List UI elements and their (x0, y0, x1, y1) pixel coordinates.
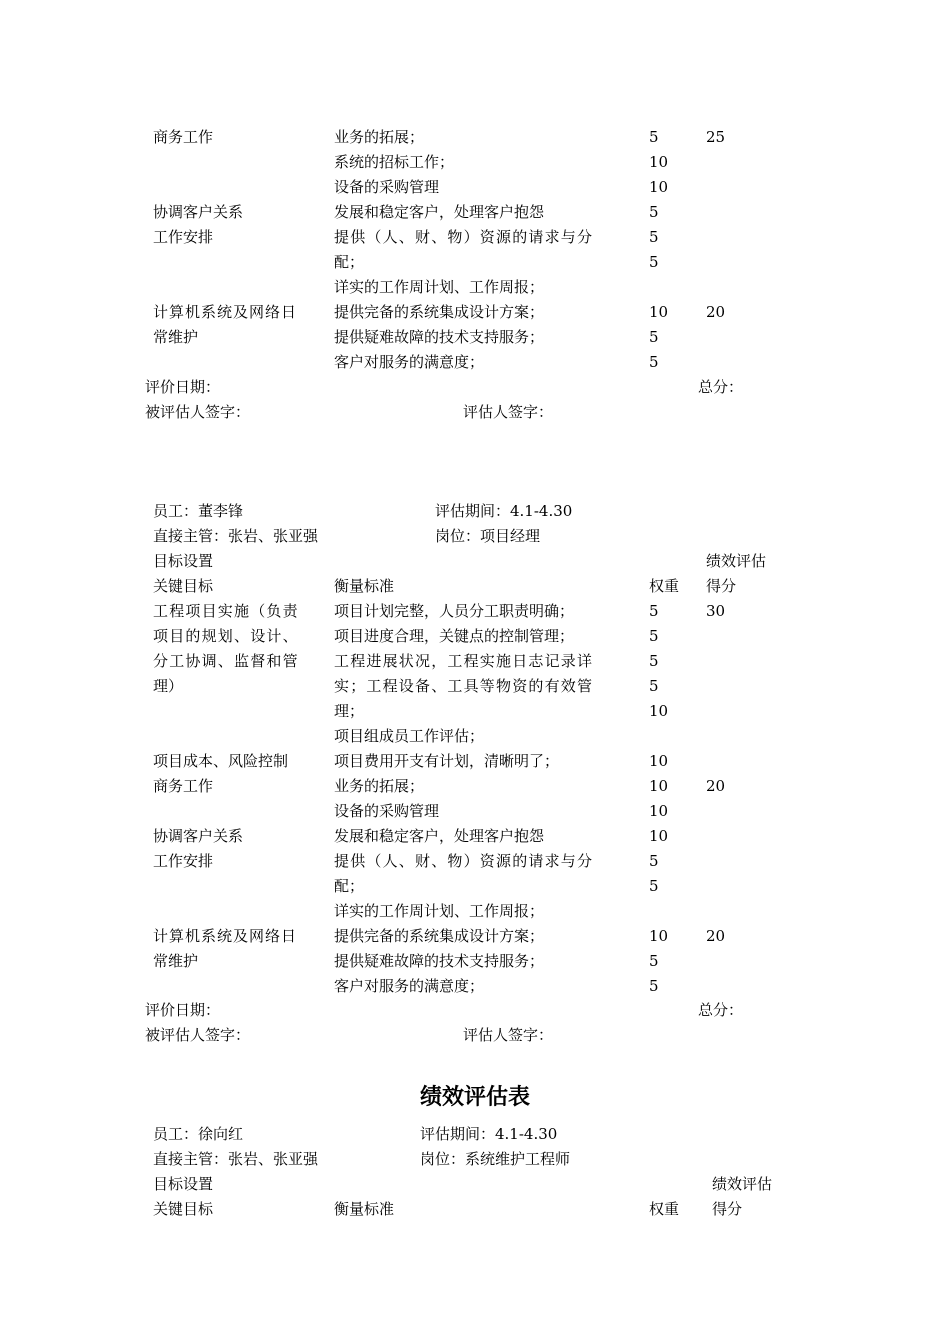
weight-cell: 10 (649, 752, 669, 770)
supervisor-label: 直接主管：张岩、张亚强 (153, 527, 319, 545)
goal-cell: 分工协调、监督和管 (153, 652, 299, 670)
score-cell: 20 (706, 777, 726, 795)
weight-cell: 5 (649, 627, 659, 645)
weight-cell: 5 (649, 852, 659, 870)
goal-cell: 项目的规划、设计、 (153, 627, 299, 645)
table-row (0, 250, 950, 275)
table-row (0, 599, 950, 624)
criteria-cell: 发展和稳定客户，处理客户抱怨 (334, 827, 545, 845)
supervisor-label: 直接主管：张岩、张亚强 (153, 1150, 319, 1168)
table-row (0, 275, 950, 300)
performance-eval-header: 绩效评估 (706, 552, 767, 570)
employee-label: 员工：徐向红 (153, 1125, 244, 1143)
table-row (0, 824, 950, 849)
evaluatee-signature-label: 被评估人签字： (145, 1026, 251, 1044)
table-row (0, 350, 950, 375)
total-score-label: 总分： (698, 1001, 744, 1019)
weight-cell: 10 (649, 702, 669, 720)
eval-date-label: 评价日期： (145, 1001, 221, 1019)
evaluator-signature-label: 评估人签字： (463, 403, 554, 421)
goal-cell: 计算机系统及网络日 (153, 303, 298, 321)
weight-cell: 5 (649, 128, 659, 146)
table-row (0, 300, 950, 325)
table-row (0, 974, 950, 999)
goal-setting-header: 目标设置 (153, 552, 214, 570)
table-row (0, 774, 950, 799)
criteria-cell: 提供（人、财、物）资源的请求与分 (334, 852, 594, 870)
eval-date-label: 评价日期： (145, 378, 221, 396)
criteria-cell: 客户对服务的满意度； (334, 353, 485, 371)
period-label: 评估期间：4.1-4.30 (435, 502, 573, 520)
criteria-cell: 提供完备的系统集成设计方案； (334, 303, 545, 321)
goal-cell: 常维护 (153, 952, 199, 970)
col-header-criteria: 衡量标准 (334, 1200, 395, 1218)
table-row (0, 125, 950, 150)
criteria-cell: 提供完备的系统集成设计方案； (334, 927, 545, 945)
col-header-criteria: 衡量标准 (334, 577, 395, 595)
criteria-cell: 详实的工作周计划、工作周报； (334, 278, 545, 296)
goal-cell: 计算机系统及网络日 (153, 927, 298, 945)
goal-setting-header: 目标设置 (153, 1175, 214, 1193)
evaluator-signature-label: 评估人签字： (463, 1026, 554, 1044)
weight-cell: 5 (649, 203, 659, 221)
weight-cell: 10 (649, 827, 669, 845)
weight-cell: 10 (649, 153, 669, 171)
col-header-goal: 关键目标 (153, 577, 214, 595)
weight-cell: 5 (649, 602, 659, 620)
weight-cell: 5 (649, 253, 659, 271)
goal-cell: 项目成本、风险控制 (153, 752, 289, 770)
table-row (0, 924, 950, 949)
goal-cell: 工作安排 (153, 228, 214, 246)
weight-cell: 10 (649, 802, 669, 820)
goal-cell: 商务工作 (153, 128, 214, 146)
criteria-cell: 发展和稳定客户，处理客户抱怨 (334, 203, 545, 221)
table-row (0, 150, 950, 175)
criteria-cell: 客户对服务的满意度； (334, 977, 485, 995)
form-title: 绩效评估表 (419, 1084, 530, 1110)
goal-cell: 商务工作 (153, 777, 214, 795)
table-row (0, 899, 950, 924)
criteria-cell: 项目计划完整，人员分工职责明确； (334, 602, 575, 620)
weight-cell: 10 (649, 303, 669, 321)
table-row (0, 225, 950, 250)
score-cell: 30 (706, 602, 726, 620)
table-row (0, 749, 950, 774)
goal-cell: 工程项目实施（负责 (153, 602, 299, 620)
criteria-cell: 提供（人、财、物）资源的请求与分 (334, 228, 594, 246)
table-row (0, 325, 950, 350)
criteria-cell: 设备的采购管理 (334, 178, 440, 196)
col-header-weight: 权重 (649, 1200, 680, 1218)
weight-cell: 5 (649, 877, 659, 895)
score-cell: 25 (706, 128, 726, 146)
employee-label: 员工：董李锋 (153, 502, 244, 520)
table-row (0, 649, 950, 674)
col-header-score: 得分 (706, 577, 737, 595)
criteria-cell: 设备的采购管理 (334, 802, 440, 820)
evaluatee-signature-label: 被评估人签字： (145, 403, 251, 421)
criteria-cell: 详实的工作周计划、工作周报； (334, 902, 545, 920)
goal-cell: 协调客户关系 (153, 203, 244, 221)
criteria-cell: 提供疑难故障的技术支持服务； (334, 328, 545, 346)
criteria-cell: 系统的招标工作； (334, 153, 455, 171)
period-label: 评估期间：4.1-4.30 (420, 1125, 558, 1143)
goal-cell: 理） (153, 677, 184, 695)
col-header-goal: 关键目标 (153, 1200, 214, 1218)
criteria-cell: 业务的拓展； (334, 777, 425, 795)
criteria-cell: 理； (334, 702, 365, 720)
weight-cell: 5 (649, 328, 659, 346)
table-row (0, 624, 950, 649)
criteria-cell: 业务的拓展； (334, 128, 425, 146)
goal-cell: 工作安排 (153, 852, 214, 870)
score-cell: 20 (706, 303, 726, 321)
criteria-cell: 配； (334, 253, 365, 271)
position-label: 岗位：系统维护工程师 (420, 1150, 571, 1168)
col-header-weight: 权重 (649, 577, 680, 595)
table-row (0, 724, 950, 749)
table-row (0, 849, 950, 874)
criteria-cell: 实；工程设备、工具等物资的有效管 (334, 677, 594, 695)
table-row (0, 175, 950, 200)
table-row (0, 799, 950, 824)
table-row (0, 200, 950, 225)
table-row (0, 674, 950, 699)
criteria-cell: 项目组成员工作评估； (334, 727, 485, 745)
col-header-score: 得分 (712, 1200, 743, 1218)
total-score-label: 总分： (698, 378, 744, 396)
criteria-cell: 提供疑难故障的技术支持服务； (334, 952, 545, 970)
weight-cell: 5 (649, 652, 659, 670)
weight-cell: 5 (649, 228, 659, 246)
weight-cell: 5 (649, 977, 659, 995)
weight-cell: 5 (649, 952, 659, 970)
criteria-cell: 配； (334, 877, 365, 895)
performance-eval-header: 绩效评估 (712, 1175, 773, 1193)
goal-cell: 常维护 (153, 328, 199, 346)
table-row (0, 874, 950, 899)
table-row (0, 699, 950, 724)
criteria-cell: 工程进展状况，工程实施日志记录详 (334, 652, 594, 670)
criteria-cell: 项目费用开支有计划，清晰明了； (334, 752, 560, 770)
score-cell: 20 (706, 927, 726, 945)
weight-cell: 5 (649, 677, 659, 695)
weight-cell: 5 (649, 353, 659, 371)
criteria-cell: 项目进度合理，关键点的控制管理； (334, 627, 575, 645)
weight-cell: 10 (649, 178, 669, 196)
table-row (0, 949, 950, 974)
goal-cell: 协调客户关系 (153, 827, 244, 845)
weight-cell: 10 (649, 777, 669, 795)
position-label: 岗位：项目经理 (435, 527, 541, 545)
weight-cell: 10 (649, 927, 669, 945)
